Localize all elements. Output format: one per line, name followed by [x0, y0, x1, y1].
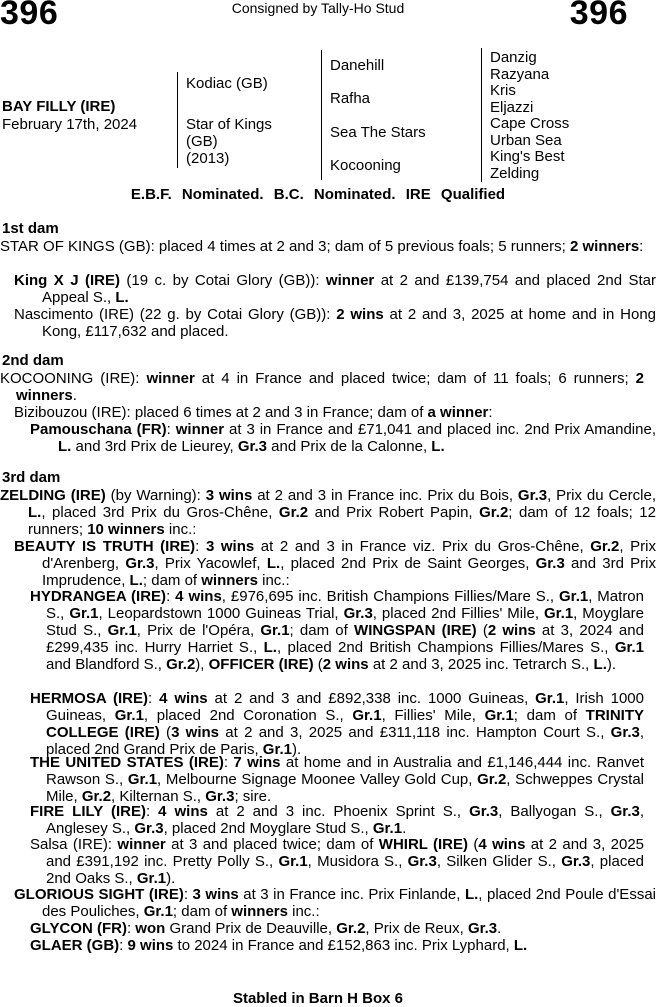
first-dam-text: STAR OF KINGS (GB): placed 4 times at 2 and 3; dam of 5 previous foals; 5 runners; 2 winners: [0, 238, 644, 255]
granddam-maternal: Kocooning [330, 157, 401, 174]
sire: Kodiac (GB) [186, 75, 268, 92]
hydrangea: HYDRANGEA (IRE): 4 wins, £976,695 inc. British Champions Fillies/Mare S., Gr.1, Matron S., Gr.1, Leopardstown 1000 Guineas Trial, Gr.3, placed 2nd Fillies' Mile, Gr.1, Moyglare Stud S., Gr.1, Prix de l'Opéra, Gr.1; dam of WINGSPAN (IRE) (2 wins at 3, 2024 and £299,435 inc. Hurry Harriet S., L., placed 2nd British Champions Fillies/Mares S., Gr.1 and Blandford S., Gr.2), OFFICER (IRE) (2 wins at 2 and 3, 2025 inc. Tetrarch S., L.). [30, 588, 644, 673]
glorious-sight: GLORIOUS SIGHT (IRE): 3 wins at 3 in France inc. Prix Finlande, L., placed 2nd Poule d'Essai des Pouliches, Gr.1; dam of winners inc.: [14, 886, 656, 920]
horse-name: BAY FILLY (IRE) [2, 98, 116, 115]
grandsire-paternal: Danehill [330, 57, 385, 74]
progeny-1: King X J (IRE) (19 c. by Cotai Glory (GB)): winner at 2 and £139,754 and placed 2nd Star Appeal S., L. [14, 272, 656, 306]
second-dam-grandprogeny: Pamouschana (FR): winner at 3 in France and £71,041 and placed inc. 2nd Prix Amandine, L. and 3rd Prix de Lieurey, Gr.3 and Prix de la Calonne, L. [30, 421, 656, 455]
grandsire-maternal: Sea The Stars [330, 124, 426, 141]
salsa: Salsa (IRE): winner at 3 and placed twice; dam of WHIRL (IRE) (4 wins at 2 and 3, 2025 and £391,192 inc. Pretty Polly S., Gr.1, Musidora S., Gr.3, Silken Glider S., Gr.3, placed 2nd Oaks S., Gr.1). [30, 836, 645, 887]
second-dam-progeny: Bizibouzou (IRE): placed 6 times at 2 and 3 in France; dam of a winner: [14, 404, 493, 421]
nominations: E.B.F. Nominated. B.C. Nominated. IRE Qualified [130, 186, 506, 203]
granddam-paternal: Rafha [330, 90, 371, 107]
lot-number-left: 396 [0, 0, 59, 32]
third-generation: Danzig Razyana Kris Eljazzi Cape Cross Urban Sea King's Best Zelding [490, 49, 570, 182]
fire-lily: FIRE LILY (IRE): 4 wins at 2 and 3 inc. Phoenix Sprint S., Gr.3, Ballyogan S., Gr.3, Anglesey S., Gr.3, placed 2nd Moyglare Stud S., Gr.1. [30, 803, 644, 837]
third-dam-text: ZELDING (IRE) (by Warning): 3 wins at 2 and 3 in France inc. Prix du Bois, Gr.3, Prix du Cercle, L., placed 3rd Prix du Gros-Chêne, Gr.2 and Prix Robert Papin, Gr.2; dam of 12 foals; 12 runners; 10 winners inc.: [0, 487, 656, 538]
progeny-2: Nascimento (IRE) (22 g. by Cotai Glory (GB)): 2 wins at 2 and 3, 2025 at home and in Hong Kong, £117,632 and placed. [14, 306, 656, 340]
third-dam-heading: 3rd dam [2, 469, 61, 486]
the-united-states: THE UNITED STATES (IRE): 7 wins at home and in Australia and £1,146,444 inc. Ranvet Rawson S., Gr.1, Melbourne Signage Moonee Valley Gold Cup, Gr.2, Schweppes Crystal Mile, Gr.2, Kilternan S., Gr.3; sire. [30, 754, 645, 805]
lot-number-right: 396 [569, 0, 628, 32]
first-dam-heading: 1st dam [2, 220, 59, 237]
consignor: Consigned by Tally-Ho Stud [231, 0, 405, 16]
second-dam-heading: 2nd dam [2, 352, 64, 369]
second-dam-text: KOCOONING (IRE): winner at 4 in France and placed twice; dam of 11 foals; 6 runners; 2 winners. [0, 370, 645, 404]
glycon: GLYCON (FR): won Grand Prix de Deauville, Gr.2, Prix de Reux, Gr.3. [30, 920, 502, 937]
horse-dob: February 17th, 2024 [2, 116, 138, 133]
hermosa: HERMOSA (IRE): 4 wins at 2 and 3 and £892,338 inc. 1000 Guineas, Gr.1, Irish 1000 Guineas, Gr.1, placed 2nd Coronation S., Gr.1, Fillies' Mile, Gr.1; dam of TRINITY COLLEGE (IRE) (3 wins at 2 and 3, 2025 and £311,118 inc. Hampton Court S., Gr.3, placed 2nd Grand Prix de Paris, Gr.1). [30, 690, 645, 758]
dam: Star of Kings (GB) (2013) [186, 116, 272, 167]
beauty-is-truth: BEAUTY IS TRUTH (IRE): 3 wins at 2 and 3 in France viz. Prix du Gros-Chêne, Gr.2, Prix d'Arenberg, Gr.3, Prix Yacowlef, L., placed 2nd Prix de Saint Georges, Gr.3 and 3rd Prix Imprudence, L.; dam of winners inc.: [14, 538, 656, 589]
glaer: GLAER (GB): 9 wins to 2024 in France and £152,863 inc. Prix Lyphard, L. [30, 937, 528, 954]
stabling-info: Stabled in Barn H Box 6 [232, 990, 404, 1007]
